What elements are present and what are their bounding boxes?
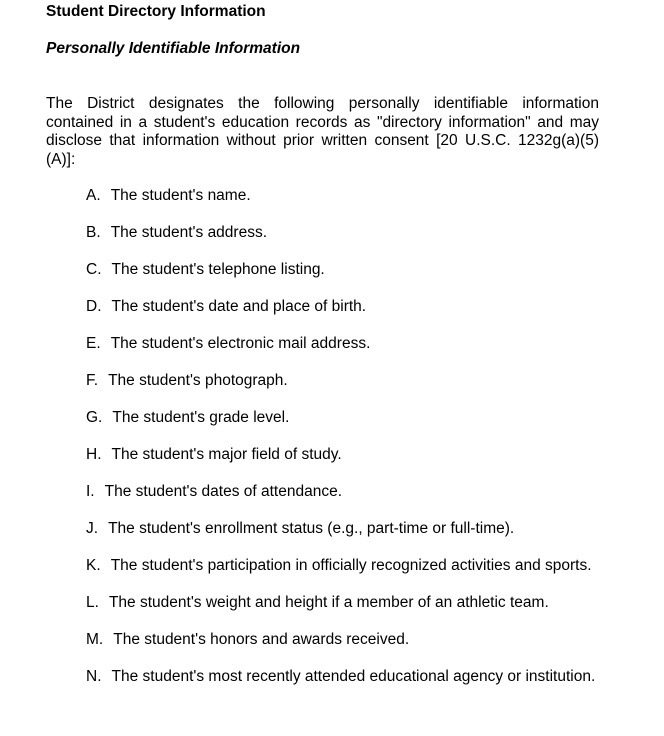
list-marker: A. [86, 187, 101, 204]
list-item-text: The student's name. [110, 187, 251, 204]
directory-information-list [86, 187, 599, 705]
list-item [86, 298, 599, 317]
list-item-text: The student's most recently attended educational agency or institution. [111, 668, 596, 685]
list-item [86, 187, 599, 206]
list-marker: C. [86, 261, 102, 278]
list-item [86, 668, 599, 687]
list-item [86, 631, 599, 650]
section-heading: Personally Identifiable Information [46, 40, 301, 57]
list-item-text: The student's telephone listing. [111, 261, 325, 278]
list-item-text: The student's address. [110, 224, 268, 241]
list-item [86, 483, 599, 502]
list-item [86, 335, 599, 354]
list-item [86, 409, 599, 428]
list-item-text: The student's photograph. [108, 372, 288, 389]
list-item-text: The student's participation in officially recognized activities and sports. [110, 557, 592, 574]
list-item [86, 594, 599, 613]
list-item-text: The student's grade level. [112, 409, 290, 426]
list-marker: K. [86, 557, 101, 574]
list-item-text: The student's dates of attendance. [104, 483, 342, 500]
list-marker: E. [86, 335, 101, 352]
list-marker: I. [86, 483, 95, 500]
intro-paragraph: The District designates the following personally identifiable information contained in a student's education records as "directory information" and may disclose that information without prior written consent [20 U.S.C. 1232g(a)(5)(A)]: [46, 95, 599, 168]
list-item [86, 520, 599, 539]
list-item-text: The student's enrollment status (e.g., part-time or full-time). [108, 520, 515, 537]
list-item [86, 446, 599, 465]
list-marker: D. [86, 298, 102, 315]
list-item-text: The student's major field of study. [111, 446, 342, 463]
document-title: Student Directory Information [46, 3, 266, 20]
list-marker: H. [86, 446, 102, 463]
list-marker: F. [86, 372, 99, 389]
list-marker: J. [86, 520, 99, 537]
list-item [86, 557, 599, 576]
list-item-text: The student's electronic mail address. [110, 335, 371, 352]
list-item-text: The student's honors and awards received. [113, 631, 410, 648]
list-item-text: The student's weight and height if a member of an athletic team. [108, 594, 549, 611]
list-item [86, 372, 599, 391]
list-marker: G. [86, 409, 103, 426]
list-marker: L. [86, 594, 99, 611]
list-marker: N. [86, 668, 102, 685]
list-item [86, 261, 599, 280]
list-item-text: The student's date and place of birth. [111, 298, 367, 315]
list-marker: B. [86, 224, 101, 241]
list-item [86, 224, 599, 243]
list-marker: M. [86, 631, 104, 648]
